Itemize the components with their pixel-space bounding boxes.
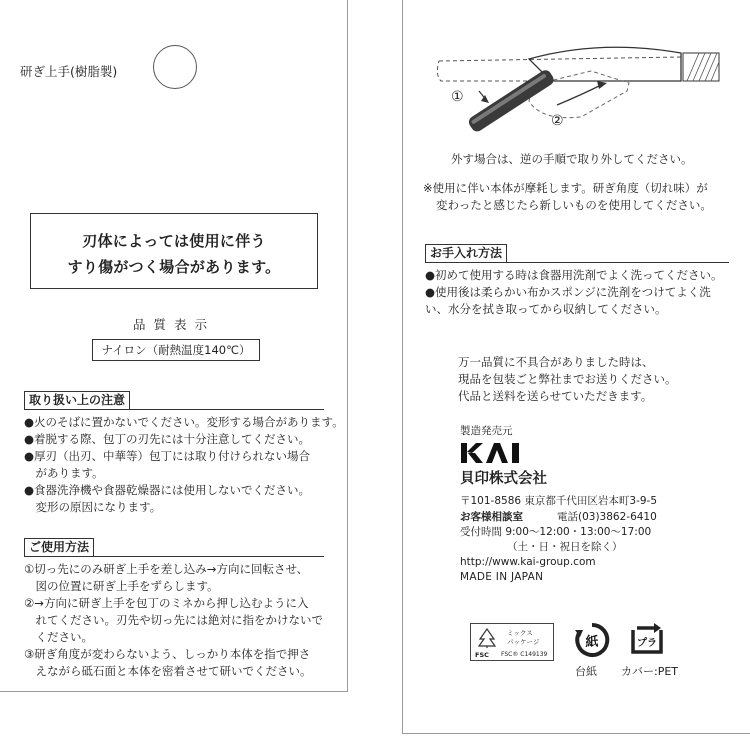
usage-text: れてください。刃先や切っ先には絶対に指をかけないで	[24, 613, 323, 627]
sharpening-illustration	[431, 31, 731, 139]
usage-text: 図の位置に研ぎ上手をずらします。	[24, 579, 219, 593]
plastic-glyph: プラ	[637, 638, 657, 649]
usage-text: ②→方向に研ぎ上手を包丁のミネから押し込むように入	[24, 596, 309, 610]
made-in-label: MADE IN JAPAN	[460, 571, 544, 583]
defect-text: 現品を包装ごと弊社までお送りください。	[458, 372, 677, 386]
business-hours: 受付時間 9:00〜12:00・13:00〜17:00	[460, 526, 652, 538]
plastic-label: カバー:PET	[621, 665, 679, 678]
paper-recycle-mark	[574, 622, 610, 658]
step-1-label: ①	[451, 89, 464, 105]
quality-title: 品質表示	[132, 317, 215, 332]
business-hours-note: （土・日・祝日を除く）	[507, 541, 623, 553]
warning-line: 刃体によっては使用に伴う	[82, 232, 266, 250]
handling-text: 変形の原因になります。	[24, 500, 162, 514]
fsc-tree-icon	[476, 627, 498, 649]
handling-text: ●厚刃（出刃、中華等）包丁には取り付けられない場合	[24, 449, 311, 463]
defect-text: 代品と送料を送らせていただきます。	[458, 389, 653, 403]
step-2-label: ②	[551, 113, 564, 129]
knife-outline-icon	[437, 57, 681, 81]
handling-text: ●食器洗浄機や食器乾燥器には使用しないでください。	[24, 483, 311, 497]
paper-label: 台紙	[575, 665, 597, 678]
paper-glyph: 紙	[585, 635, 599, 650]
quality-value: ナイロン（耐熱温度140℃）	[101, 343, 251, 357]
back-card	[402, 0, 750, 734]
handling-text: があります。	[24, 466, 104, 480]
sharpener-icon	[467, 68, 556, 134]
maker-label: 製造発売元	[460, 425, 513, 437]
care-text: ●初めて使用する時は食器用洗剤でよく洗ってください。	[425, 268, 723, 282]
wear-note: ※使用に伴い本体が摩耗します。研ぎ角度（切れ味）が	[423, 181, 708, 195]
handling-text: ●着脱する際、包丁の刃先には十分注意してください。	[24, 432, 311, 446]
care-title: お手入れ方法	[425, 244, 507, 263]
company-name: 貝印株式会社	[460, 471, 547, 487]
handling-text: ●火のそばに置かないでください。変形する場合があります。	[24, 415, 344, 429]
care-text: い、水分を拭き取ってから収納してください。	[425, 302, 667, 316]
remove-note: 外す場合は、逆の手順で取り外してください。	[451, 152, 693, 166]
fsc-code: FSC® C149139	[501, 651, 548, 658]
front-card	[0, 0, 348, 692]
fsc-mix-text: ミックス	[507, 629, 533, 637]
plastic-recycle-mark	[627, 622, 667, 658]
product-name: 研ぎ上手(樹脂製)	[20, 64, 118, 79]
consult-label: お客様相談室	[460, 511, 523, 523]
usage-text: えながら砥石面と本体を密着させて研いでください。	[24, 664, 312, 678]
kai-logo-icon	[460, 442, 522, 464]
warning-line: すり傷がつく場合があります。	[67, 258, 281, 276]
quality-box	[92, 339, 260, 361]
wear-note: 変わったと感じたら新しいものを使用してください。	[436, 198, 712, 212]
fsc-package-text: パッケージ	[507, 638, 540, 646]
usage-text: ①切っ先にのみ研ぎ上手を差し込み→方向に回転させ、	[24, 562, 309, 576]
care-text: ●使用後は柔らかい布かスポンジに洗剤をつけてよく洗	[425, 285, 711, 299]
fsc-mark	[470, 623, 554, 661]
website-url: http://www.kai-group.com	[460, 556, 596, 568]
usage-text: ください。	[24, 630, 93, 644]
usage-text: ③研ぎ角度が変わらないよう、しっかり本体を指で押さ	[24, 647, 311, 661]
hang-hole	[153, 45, 197, 89]
paper-recycle-icon	[574, 622, 610, 658]
kai-logo	[460, 442, 522, 464]
usage-title: ご使用方法	[24, 538, 94, 557]
plastic-recycle-icon	[627, 622, 667, 658]
defect-text: 万一品質に不具合がありました時は、	[458, 355, 654, 369]
phone-number: 電話(03)3862-6410	[557, 511, 657, 523]
fsc-text: FSC	[475, 651, 489, 659]
company-address: 〒101-8586 東京都千代田区岩本町3-9-5	[460, 495, 658, 507]
knife-sharpener-diagram	[431, 31, 731, 139]
warning-box	[30, 213, 318, 289]
handling-title: 取り扱い上の注意	[24, 391, 130, 410]
